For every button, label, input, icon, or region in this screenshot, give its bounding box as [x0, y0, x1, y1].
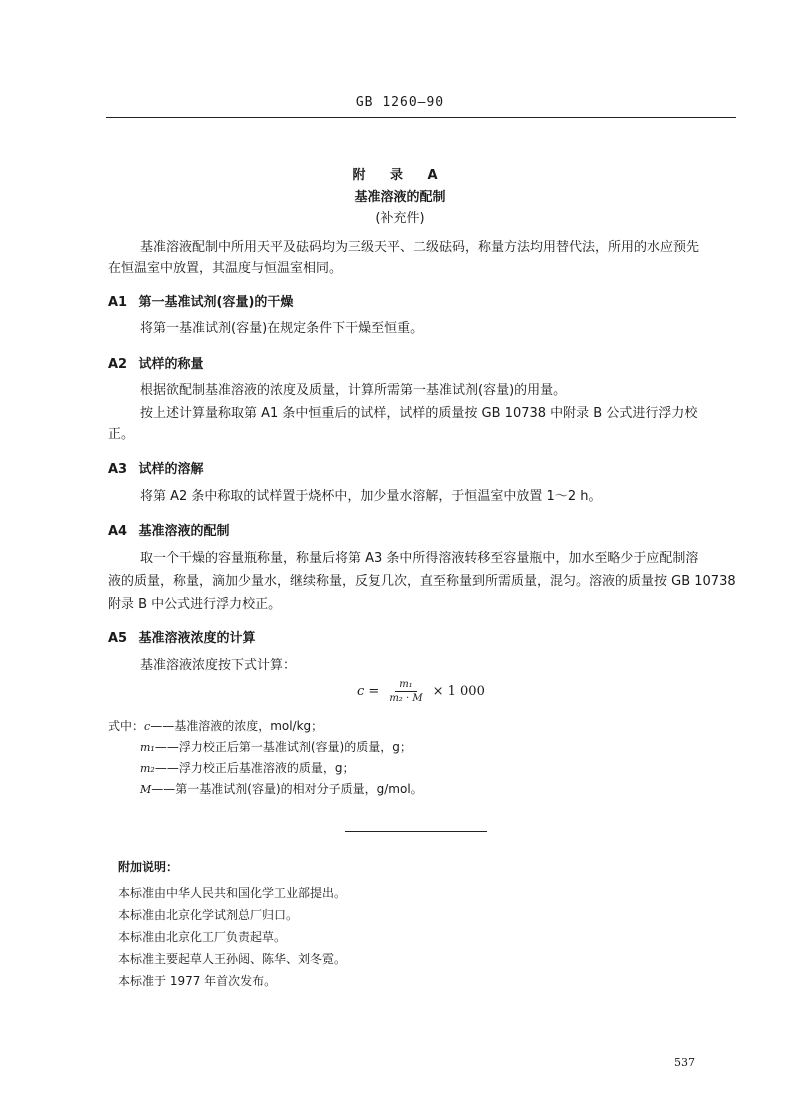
section-title: 基准溶液浓度的计算 [138, 631, 256, 646]
note-line: 本标准由北京化工厂负责起草。 [118, 930, 287, 944]
formula-numerator: m₁ [395, 678, 417, 692]
section-number: A1 [108, 295, 128, 310]
formula-rhs: × 1 000 [432, 684, 485, 699]
section-number: A3 [108, 462, 128, 477]
definition-symbol: M [140, 783, 152, 796]
a5-text: 基准溶液浓度按下式计算： [140, 658, 297, 673]
formula-denominator: m₂ · M [389, 693, 423, 704]
section-number: A4 [108, 524, 128, 539]
section-heading-a5 [108, 627, 256, 646]
definition-m1 [140, 737, 412, 758]
section-heading-a2 [108, 353, 204, 372]
page-number: 537 [674, 1056, 695, 1069]
definition-M [140, 779, 423, 800]
section-number: A5 [108, 631, 128, 646]
section-title: 第一基准试剂(容量)的干燥 [138, 295, 294, 310]
header-rule [106, 117, 736, 118]
a4-text-3: 附录 B 中公式进行浮力校正。 [108, 597, 282, 612]
section-heading-a1 [108, 291, 293, 310]
notes-title: 附加说明： [118, 860, 179, 874]
section-number: A2 [108, 357, 128, 372]
definition-text: ——第一基准试剂(容量)的相对分子质量，g/mol。 [151, 782, 423, 796]
definition-m2 [140, 758, 354, 779]
note-line: 本标准由北京化学试剂总厂归口。 [118, 908, 299, 922]
definition-text: ——浮力校正后基准溶液的质量，g； [154, 761, 355, 775]
definition-c [108, 716, 323, 737]
intro-line-1: 基准溶液配制中所用天平及砝码均为三级天平、二级砝码，称量方法均用替代法，所用的水应预先 [140, 240, 700, 255]
section-title: 基准溶液的配制 [138, 524, 230, 539]
a2-text-2: 按上述计算量称取第 A1 条中恒重后的试样，试样的质量按 GB 10738 中附录 B 公式进行浮力校 [140, 406, 698, 421]
formula-lhs: c = [357, 684, 380, 699]
definition-symbol: c [144, 720, 151, 733]
definition-symbol: m₂ [140, 762, 155, 775]
definition-text: ——浮力校正后第一基准试剂(容量)的质量，g； [154, 740, 412, 754]
a2-text-1: 根据欲配制基准溶液的浓度及质量，计算所需第一基准试剂(容量)的用量。 [140, 383, 567, 398]
document-code: GB 1260—90 [355, 95, 445, 110]
concentration-formula [357, 678, 485, 705]
intro-line-2: 在恒温室中放置，其温度与恒温室相同。 [108, 261, 343, 276]
note-line: 本标准主要起草人王孙闼、陈华、刘冬霓。 [118, 952, 347, 966]
definition-symbol: m₁ [140, 741, 155, 754]
a3-text: 将第 A2 条中称取的试样置于烧杯中，加少量水溶解，于恒温室中放置 1～2 h。 [140, 489, 602, 504]
section-title: 试样的溶解 [138, 462, 204, 477]
appendix-subtitle: (补充件) [375, 211, 425, 226]
definition-text: ——基准溶液的浓度，mol/kg； [150, 719, 324, 733]
definition-prefix: 式中： [108, 719, 145, 733]
section-title: 试样的称量 [138, 357, 204, 372]
a4-text-1: 取一个干燥的容量瓶称量，称量后将第 A3 条中所得溶液转移至容量瓶中，加水至略少于应配制溶 [140, 551, 699, 566]
end-rule [345, 831, 487, 832]
section-heading-a4 [108, 520, 230, 539]
section-heading-a3 [108, 458, 204, 477]
a1-text: 将第一基准试剂(容量)在规定条件下干燥至恒重。 [140, 321, 424, 336]
formula-fraction [385, 678, 426, 705]
a4-text-2: 液的质量，称量，滴加少量水，继续称量，反复几次，直至称量到所需质量，混匀。溶液的质量按 GB 10738 [108, 574, 736, 589]
note-line: 本标准由中华人民共和国化学工业部提出。 [118, 886, 347, 900]
a2-text-3: 正。 [108, 427, 135, 442]
appendix-title: 基准溶液的配制 [354, 190, 446, 205]
note-line: 本标准于 1977 年首次发布。 [118, 974, 277, 988]
appendix-label: 附 录 A [352, 168, 448, 183]
